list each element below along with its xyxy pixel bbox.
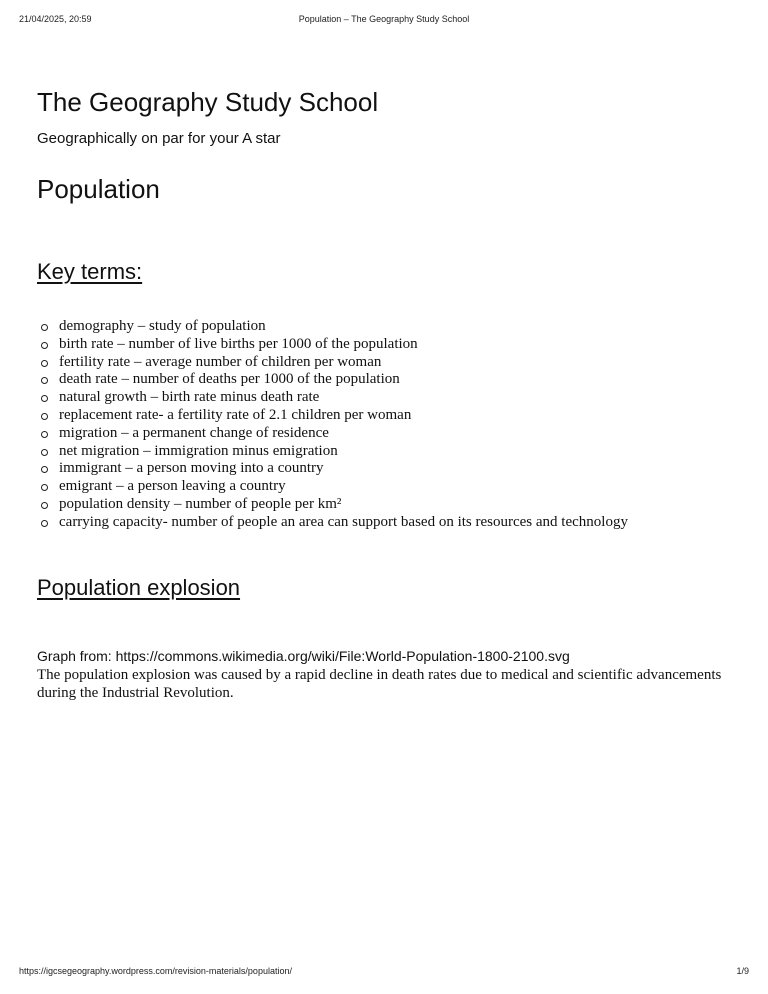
list-item: demography – study of population [37,318,628,336]
site-tagline: Geographically on par for your A star [37,130,281,147]
page-number: 1/9 [736,966,749,976]
list-item: replacement rate- a fertility rate of 2.1 children per woman [37,407,628,425]
list-item: natural growth – birth rate minus death rate [37,389,628,407]
print-date: 21/04/2025, 20:59 [19,14,92,24]
list-item: birth rate – number of live births per 1000 of the population [37,336,628,354]
list-item: migration – a permanent change of residence [37,425,628,443]
list-item: immigrant – a person moving into a country [37,460,628,478]
list-item: fertility rate – average number of children per woman [37,354,628,372]
print-url: https://igcsegeography.wordpress.com/revision-materials/population/ [19,966,292,976]
population-explosion-heading: Population explosion [37,575,241,600]
key-terms-list [37,318,628,532]
list-item: carrying capacity- number of people an area can support based on its resources and technology [37,514,628,532]
site-title[interactable]: The Geography Study School [37,87,379,117]
page-title: Population [37,174,160,204]
print-page-title: Population – The Geography Study School [298,14,470,24]
list-item: emigrant – a person leaving a country [37,478,628,496]
list-item: death rate – number of deaths per 1000 of the population [37,371,628,389]
graph-source: Graph from: https://commons.wikimedia.org/wiki/File:World-Population-1800-2100.svg [37,648,570,664]
key-terms-heading: Key terms: [37,259,143,284]
population-explosion-paragraph: The population explosion was caused by a rapid decline in death rates due to medical and scientific advancements during the Industrial Revolution. [37,667,722,701]
list-item: net migration – immigration minus emigration [37,443,628,461]
list-item: population density – number of people per km² [37,496,628,514]
